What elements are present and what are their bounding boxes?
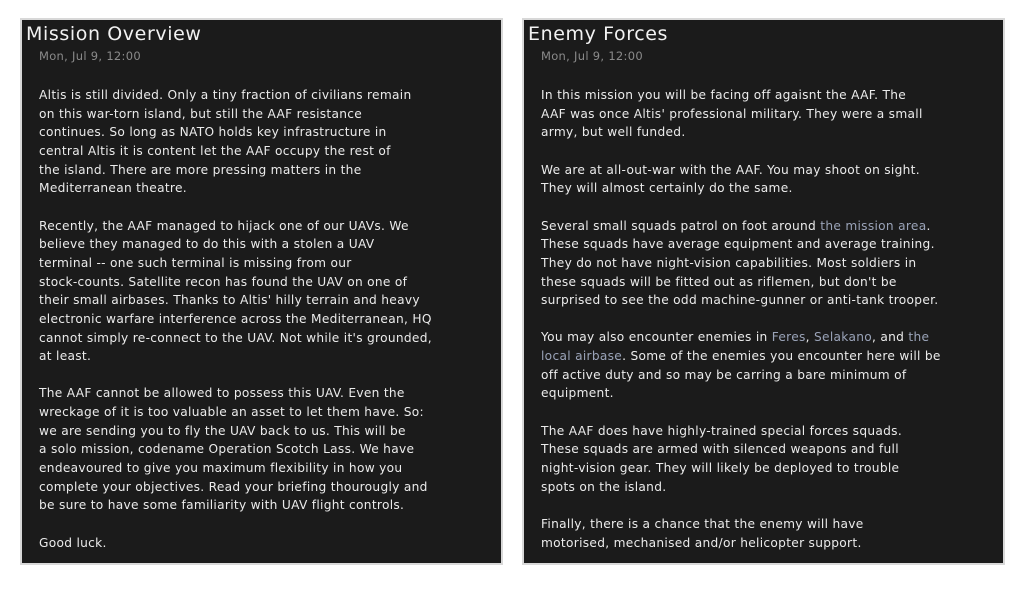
enemy-forces-body: [541, 86, 993, 552]
mission-overview-paragraph: The AAF cannot be allowed to possess this UAV. Even the wreckage of it is too valuable an asset to let them have. So: we are sending you to fly the UAV back to us. This will be a solo mission, codename Operation Scotch Lass. We have endeavoured to give you maximum flexibility in how you complete your objectives. Read your briefing thourougly and be sure to have some familiarity with UAV flight controls.: [39, 386, 428, 513]
local-airbase-link-start[interactable]: the: [908, 330, 930, 345]
mission-area-link[interactable]: the mission area: [820, 218, 927, 233]
mission-overview-date: Mon, Jul 9, 12:00: [39, 49, 141, 63]
mission-overview-paragraph: Altis is still divided. Only a tiny fraction of civilians remain on this war-torn island, but still the AAF resistance continues. So long as NATO holds key infrastructure in central Altis it is content let the AAF occupy the rest of the island. There are more pressing matters in the Mediterranean theatre.: [39, 88, 412, 196]
mission-overview-paragraph: Good luck.: [39, 535, 107, 550]
enemy-forces-paragraph: You may also encounter enemies in Feres, Selakano, and the local airbase. Some of the enemies you encounter here will be off active duty and so may be carring a bare minimum of equipment.: [541, 330, 941, 401]
enemy-forces-paragraph: Several small squads patrol on foot around the mission area. These squads have average equipment and average training. They do not have night-vision capabilities. Most soldiers in these squads will be fitted out as riflemen, but don't be surprised to see the odd machine-gunner or anti-tank trooper.: [541, 218, 939, 308]
selakano-link[interactable]: Selakano: [814, 330, 872, 345]
mission-overview-body: [39, 86, 491, 552]
enemy-forces-paragraph: In this mission you will be facing off agaisnt the AAF. The AAF was once Altis' professional military. They were a small army, but well funded.: [541, 88, 923, 140]
enemy-forces-title: Enemy Forces: [528, 23, 669, 45]
enemy-forces-panel: [522, 18, 1005, 565]
enemy-forces-date: Mon, Jul 9, 12:00: [541, 49, 643, 63]
feres-link[interactable]: Feres: [771, 330, 806, 345]
enemy-forces-paragraph: The AAF does have highly-trained special forces squads. These squads are armed with silenced weapons and full night-vision gear. They will likely be deployed to trouble spots on the island.: [541, 423, 903, 494]
enemy-forces-paragraph: We are at all-out-war with the AAF. You may shoot on sight. They will almost certainly do the same.: [541, 162, 920, 196]
mission-overview-title: Mission Overview: [26, 23, 202, 45]
enemy-forces-paragraph: Finally, there is a chance that the enemy will have motorised, mechanised and/or helicopter support.: [541, 517, 864, 550]
local-airbase-link[interactable]: local airbase: [541, 349, 623, 364]
mission-overview-paragraph: Recently, the AAF managed to hijack one of our UAVs. We believe they managed to do this with a stolen a UAV terminal -- one such terminal is missing from our stock-counts. Satellite recon has found the UAV on one of their small airbases. Thanks to Altis' hilly terrain and heavy electronic warfare interference across the Mediterranean, HQ cannot simply re-connect to the UAV. Not while it's grounded, at least.: [39, 218, 432, 364]
mission-overview-panel: [20, 18, 503, 565]
